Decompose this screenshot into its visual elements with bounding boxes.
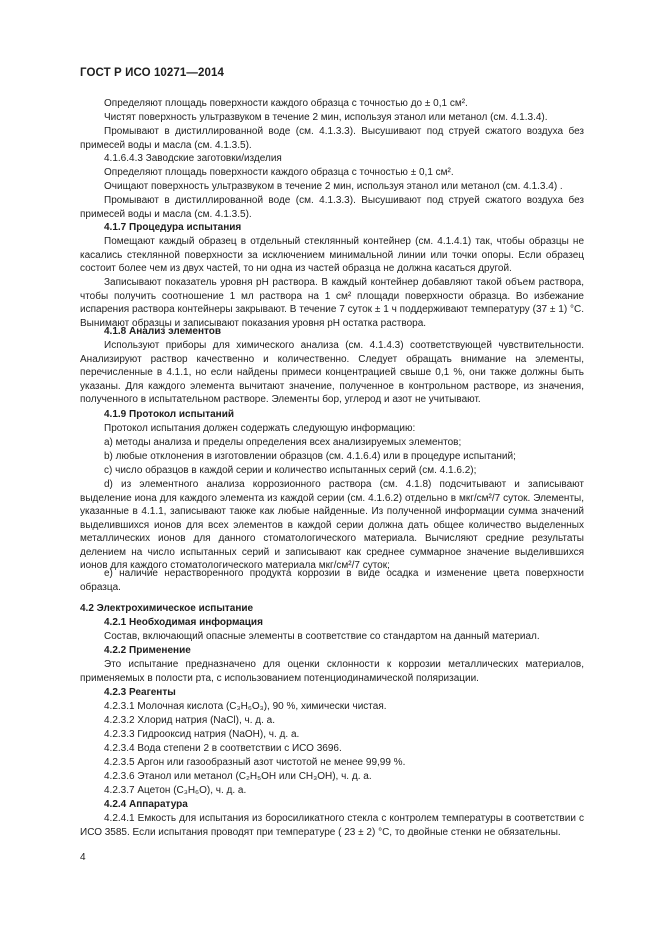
reagent-item: 4.2.3.1 Молочная кислота (C₃H₆O₃), 90 %, химически чистая. xyxy=(104,701,387,712)
paragraph: Записывают показатель уровня pH раствора. В каждый контейнер добавляют такой объем раствора, чтобы получить соотношение 1 мл раствора на 1 см² площади поверхности образца. Во избежание испарения раствора контейнеры закрывают. В течение 7 суток ± 1 ч поддерживают температуру (37 ± 1) °С. Вынимают образцы и записывают показания уровня pH остатка раствора. xyxy=(80,277,584,329)
reagent-item: 4.2.3.7 Ацетон (C₃H₆O), ч. д. а. xyxy=(104,785,247,796)
list-item: d) из элементного анализа коррозионного раствора (см. 4.1.8) подсчитывают и записывают выделение иона для каждого элемента из каждой серии (см. 4.1.6.2) отдельно в мкг/см²/7 суток. Элементы, указанные в 4.1.1, записывают также как любые найденные. Из полученной информации сумма значений выделившихся ионов для всех элементов в каждой серии должна дать общее количество выделенных металлических ионов для данного стоматологического материала. Вычисляют средние результаты делением на число испытанных серий и записывают как среднее суммарное значение выделившихся ионов для каждого стоматологического материала мкг/см²/7 суток; xyxy=(80,479,584,571)
list-item: b) любые отклонения в изготовлении образцов (см. 4.1.6.4) или в процедуре испытаний; xyxy=(104,451,516,462)
reagent-item: 4.2.3.5 Аргон или газообразный азот чистотой не менее 99,99 %. xyxy=(104,757,406,768)
reagent-item: 4.2.3.6 Этанол или метанол (C₂H₅OH или CH₃OH), ч. д. а. xyxy=(104,771,372,782)
section-heading: 4.2.1 Необходимая информация xyxy=(104,617,263,628)
paragraph: Используют приборы для химического анализа (см. 4.1.4.3) соответствующей чувствительности. Анализируют раствор качественно и количественно. Следует обращать внимание на элементы, перечисленные в 4.1.1, но если найдены примеси концентрацией свыше 0,1 %, они также должны быть указаны. Для каждого элемента вычитают значение, полученное в контрольном растворе, из значения, полученного в испытательном растворе. Элементы бор, углерод и азот не учитывают. xyxy=(80,340,584,405)
paragraph: Промывают в дистиллированной воде (см. 4.1.3.3). Высушивают под струей сжатого воздуха без примесей воды и масла (см. 4.1.3.5). xyxy=(80,195,584,220)
section-heading: 4.1.9 Протокол испытаний xyxy=(104,409,234,420)
section-heading: 4.2.3 Реагенты xyxy=(104,687,176,698)
section-heading: 4.2.4 Аппаратура xyxy=(104,799,188,810)
paragraph: Это испытание предназначено для оценки склонности к коррозии металлических материалов, применяемых в полости рта, с использованием потенциодинамической поляризации. xyxy=(80,659,584,684)
paragraph: Чистят поверхность ультразвуком в течение 2 мин, используя этанол или метанол (см. 4.1.3.4). xyxy=(104,112,548,123)
paragraph: 4.2.4.1 Емкость для испытания из боросиликатного стекла с контролем температуры в соответствии с ИСО 3585. Если испытания проводят при температуре ( 23 ± 2) °С, то двойные стенки не обязательны. xyxy=(80,813,584,838)
paragraph: Протокол испытания должен содержать следующую информацию: xyxy=(104,423,416,434)
paragraph: Промывают в дистиллированной воде (см. 4.1.3.3). Высушивают под струей сжатого воздуха без примесей воды и масла (см. 4.1.3.5). xyxy=(80,126,584,151)
reagent-item: 4.2.3.2 Хлорид натрия (NaCl), ч. д. а. xyxy=(104,715,276,726)
paragraph: Помещают каждый образец в отдельный стеклянный контейнер (см. 4.1.4.1) так, чтобы образцы не касались стеклянной поверхности за исключением минимальной линии или точки опоры. Если образец состоит более чем из двух частей, то ни одна из частей образца не должна касаться другой. xyxy=(80,236,584,274)
reagent-item: 4.2.3.3 Гидрооксид натрия (NaOH), ч. д. а. xyxy=(104,729,300,740)
paragraph: Определяют площадь поверхности каждого образца с точностью до ± 0,1 см². xyxy=(104,98,468,109)
section-heading: 4.2 Электрохимическое испытание xyxy=(80,603,254,614)
paragraph: Состав, включающий опасные элементы в соответствие со стандартом на данный материал. xyxy=(104,631,540,642)
page-number: 4 xyxy=(80,852,86,863)
section-heading: 4.1.7 Процедура испытания xyxy=(104,222,242,233)
clause-heading: 4.1.6.4.3 Заводские заготовки/изделия xyxy=(104,153,282,164)
reagent-item: 4.2.3.4 Вода степени 2 в соответствии с ИСО 3696. xyxy=(104,743,342,754)
section-heading: 4.2.2 Применение xyxy=(104,645,191,656)
list-item: e) наличие нерастворенного продукта коррозии в виде осадка и изменение цвета поверхности образца. xyxy=(80,568,584,593)
paragraph: Определяют площадь поверхности каждого образца с точностью ± 0,1 см². xyxy=(104,167,454,178)
section-heading: 4.1.8 Анализ элементов xyxy=(104,326,222,337)
list-item: c) число образцов в каждой серии и количество испытанных серий (см. 4.1.6.2); xyxy=(104,465,477,476)
list-item: a) методы анализа и пределы определения всех анализируемых элементов; xyxy=(104,437,462,448)
document-header: ГОСТ Р ИСО 10271—2014 xyxy=(80,67,225,79)
paragraph: Очищают поверхность ультразвуком в течение 2 мин, используя этанол или метанол (см. 4.1.3.4) . xyxy=(104,181,563,192)
